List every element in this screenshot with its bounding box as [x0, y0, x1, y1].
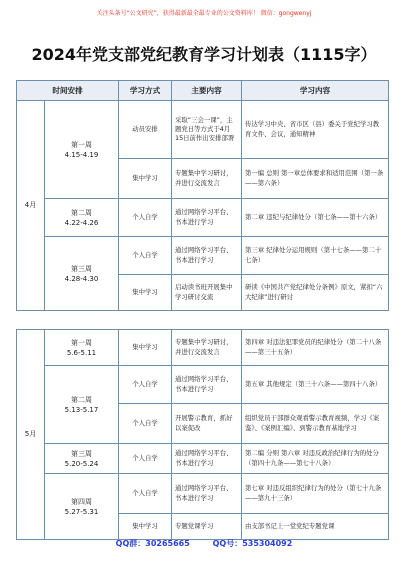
header-content: 学习内容	[242, 81, 389, 101]
week-dates: 5.27-5.31	[64, 507, 99, 516]
content-cell: 传达学习中央、省市区（县）委关于党纪学习教育文件、会议，通知精神	[242, 101, 389, 159]
method-cell: 集中学习	[119, 514, 172, 540]
table-header-row	[17, 81, 389, 101]
footer-contact	[0, 538, 408, 549]
week-label: 第一周	[71, 140, 92, 149]
week-label: 第二周	[71, 208, 92, 217]
week-cell	[45, 444, 119, 474]
content-cell: 第四章 对违法犯罪党员的纪律处分（第二十八条——第三十五条）	[242, 330, 389, 366]
method-cell: 个人自学	[119, 237, 172, 275]
content-cell: 第五章 其他规定（第三十六条——第四十八条）	[242, 366, 389, 404]
main-cell: 专题集中学习研讨，并进行交流发言	[172, 159, 242, 199]
main-cell: 专题党课学习	[172, 514, 242, 540]
method-cell: 集中学习	[119, 275, 172, 311]
week-label: 第三周	[71, 449, 92, 458]
week-label: 第一周	[71, 338, 92, 347]
main-cell: 通过网络学习平台、书本进行学习	[172, 366, 242, 404]
week-dates: 4.22-4.26	[64, 218, 99, 227]
week-cell	[45, 101, 119, 199]
main-cell: 通过网络学习平台、书本进行学习	[172, 237, 242, 275]
main-cell: 通过网络学习平台、书本进行学习	[172, 474, 242, 514]
week-cell	[45, 366, 119, 444]
table-row	[17, 474, 389, 514]
content-cell: 由支部书记上一堂党纪专题党课	[242, 514, 389, 540]
table-row	[17, 366, 389, 404]
content-cell: 第一编 总则 第一章总体要求和适用范围（第一条——第六条）	[242, 159, 389, 199]
week-label: 第四周	[71, 497, 92, 506]
main-cell: 启动读书班开展集中学习研讨交流	[172, 275, 242, 311]
content-cell: 第七章 对违反组织纪律行为的处分（第七十九条——第九十三条）	[242, 474, 389, 514]
study-plan-table-may	[16, 329, 389, 540]
content-cell: 第二编 分则 第六章 对违反政治纪律行为的处分（第四十九条——第七十八条）	[242, 444, 389, 474]
content-cell: 研读《中国共产党纪律处分条例》原文，紧扣“六大纪律”进行研讨	[242, 275, 389, 311]
method-cell: 个人自学	[119, 444, 172, 474]
main-cell: 通过网络学习平台、书本进行学习	[172, 199, 242, 237]
content-cell: 组织党员干部群众观看警示教育视频，学习《案鉴》、《案例汇编》、到警示教育基地学习	[242, 404, 389, 444]
header-main: 主要内容	[172, 81, 242, 101]
week-cell	[45, 199, 119, 237]
table-row	[17, 444, 389, 474]
method-cell: 集中学习	[119, 330, 172, 366]
main-cell: 采取“三会一课”，主题党日等方式于4月15日前作出安排部署	[172, 101, 242, 159]
content-cell: 第三章 纪律处分运用规则（第十七条——第二十七条）	[242, 237, 389, 275]
header-banner: 关注头条号“公文研究”，获得最新最全最专业的公文资料库！ 微信：gongwenyj	[96, 10, 312, 17]
page-title: 2024年党支部党纪教育学习计划表（1115字）	[31, 45, 377, 64]
method-cell: 个人自学	[119, 199, 172, 237]
week-dates: 5.6-5.11	[66, 348, 97, 357]
week-label: 第三周	[71, 264, 92, 273]
table-row	[17, 101, 389, 159]
method-cell: 个人自学	[119, 366, 172, 404]
week-cell	[45, 330, 119, 366]
main-cell: 通过网络学习平台、书本进行学习	[172, 444, 242, 474]
header-method: 学习方式	[119, 81, 172, 101]
week-cell	[45, 474, 119, 540]
table-row	[17, 199, 389, 237]
week-dates: 4.15-4.19	[64, 150, 99, 159]
qq-number-text: QQ号：535304092	[212, 539, 293, 548]
main-cell: 开展警示教育，抓好以案促改	[172, 404, 242, 444]
week-dates: 4.28-4.30	[64, 274, 99, 283]
qq-group-text: QQ群：30265665	[115, 539, 190, 548]
header-time: 时间安排	[17, 81, 119, 101]
table-row	[17, 237, 389, 275]
method-cell: 个人自学	[119, 404, 172, 444]
table-row	[17, 330, 389, 366]
main-cell: 专题集中学习研讨，并进行交流发言	[172, 330, 242, 366]
week-cell	[45, 237, 119, 311]
method-cell: 集中学习	[119, 159, 172, 199]
content-cell: 第二章 违纪与纪律处分（第七条——第十六条）	[242, 199, 389, 237]
method-cell: 动员安排	[119, 101, 172, 159]
method-cell: 个人自学	[119, 474, 172, 514]
month-april: 4月	[17, 101, 45, 311]
week-dates: 5.13-5.17	[64, 405, 99, 414]
month-may: 5月	[17, 330, 45, 540]
week-label: 第二周	[71, 395, 92, 404]
week-dates: 5.20-5.24	[64, 459, 99, 468]
study-plan-table	[16, 80, 389, 311]
